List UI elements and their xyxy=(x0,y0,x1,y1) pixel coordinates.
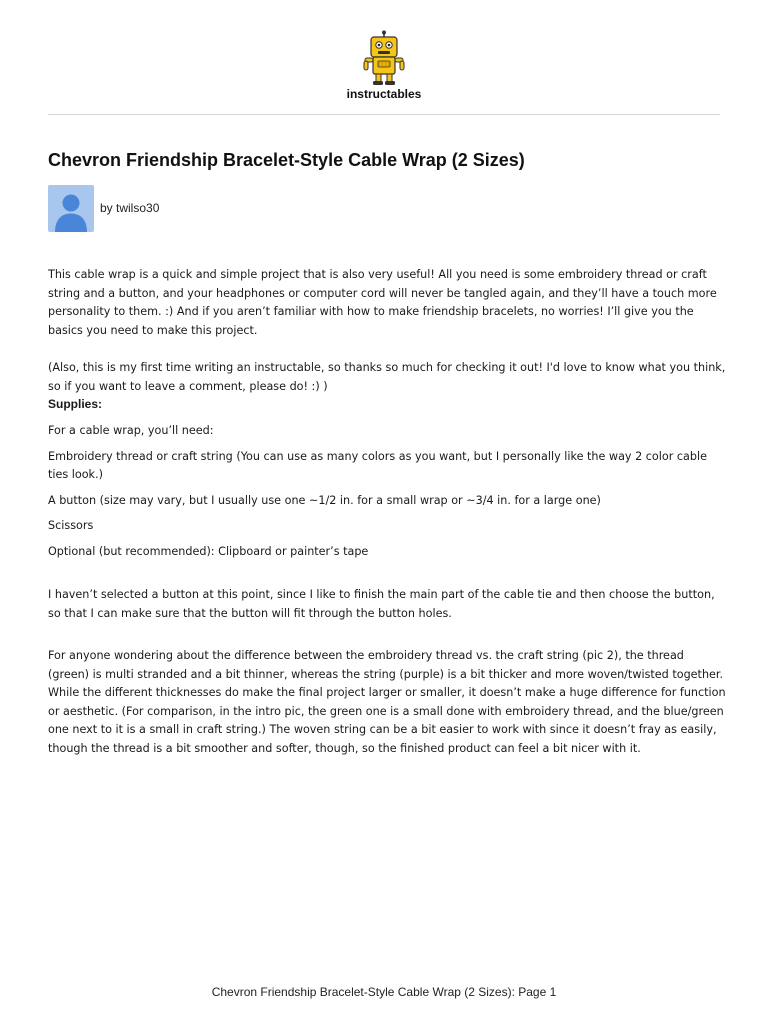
user-avatar-icon[interactable] xyxy=(48,185,94,232)
header-divider xyxy=(48,114,720,115)
article-body xyxy=(48,266,728,758)
page-header xyxy=(0,0,768,116)
page-title: Chevron Friendship Bracelet-Style Cable Wrap (2 Sizes) xyxy=(48,150,525,170)
supplies-item: Scissors xyxy=(48,519,94,532)
button-note-paragraph: I haven’t selected a button at this point, since I like to finish the main part of the cable tie and then choose the button, so that I can make sure that the button will fit through the button holes. xyxy=(48,588,715,620)
brand-name[interactable]: instructables xyxy=(346,87,422,101)
supplies-item: Embroidery thread or craft string (You can use as many colors as you want, but I personally like the way 2 color cable ties look.) xyxy=(48,449,707,481)
page-footer: Chevron Friendship Bracelet-Style Cable Wrap (2 Sizes): Page 1 xyxy=(211,985,557,999)
difference-paragraph: For anyone wondering about the difference between the embroidery thread vs. the craft string (pic 2), the thread (green) is multi stranded and a bit thinner, whereas the string (purple) is a bit thicker and more woven/twisted together. While the different thicknesses do make the final project larger or smaller, it doesn’t make a huge difference for function or aesthetic. (For comparison, in the intro pic, the green one is a small done with embroidery thread, and the blue/green one next to it is a small in craft string.) The woven string can be a bit easier to work with since it doesn’t fray as easily, though the thread is a bit smoother and softer, though, so the finished product can feel a bit nicer with it. xyxy=(48,649,726,755)
instructables-robot-icon[interactable] xyxy=(361,30,407,86)
supplies-item: Optional (but recommended): Clipboard or painter’s tape xyxy=(48,544,369,558)
author-byline[interactable]: by twilso30 xyxy=(100,201,160,215)
supplies-heading: Supplies: xyxy=(48,397,103,411)
intro-paragraph: This cable wrap is a quick and simple project that is also very useful! All you need is some embroidery thread or craft string and a button, and your headphones or computer cord will never be tangled again, and they’ll have a touch more personality to them. :) And if you aren’t familiar with how to make friendship bracelets, no worries! I’ll give you the basics you need to make this project. xyxy=(48,268,717,337)
note-paragraph: (Also, this is my first time writing an instructable, so thanks so much for checking it out! I'd love to know what you think, so if you want to leave a comment, please do! :) ) xyxy=(48,361,726,393)
supplies-item: A button (size may vary, but I usually use one ~1/2 in. for a small wrap or ~3/4 in. for a large one) xyxy=(48,493,601,507)
supplies-intro: For a cable wrap, you’ll need: xyxy=(48,424,214,437)
